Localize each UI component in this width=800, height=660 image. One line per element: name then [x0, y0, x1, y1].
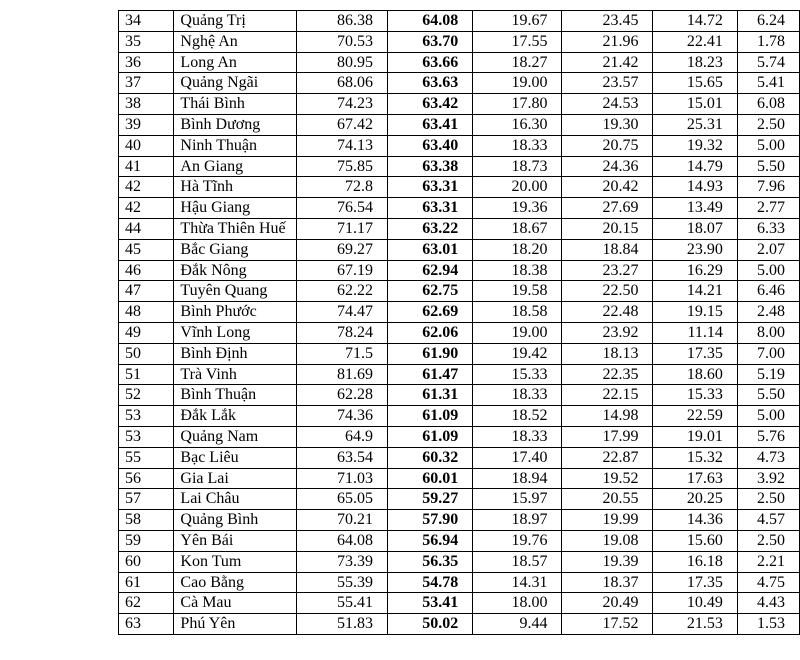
- sub-score-2-cell: 19.30: [562, 114, 653, 135]
- score-cell: 70.21: [296, 510, 387, 531]
- table-body: [119, 11, 800, 635]
- sub-score-2-cell: 19.52: [562, 468, 653, 489]
- sub-score-1-cell: 18.38: [473, 260, 562, 281]
- total-score-cell: 63.31: [387, 177, 472, 198]
- sub-score-3-cell: 15.01: [653, 94, 737, 115]
- province-cell: Yên Bái: [174, 530, 297, 551]
- sub-score-3-cell: 14.93: [653, 177, 737, 198]
- sub-score-4-cell: 1.78: [737, 31, 799, 52]
- sub-score-1-cell: 14.31: [473, 572, 562, 593]
- sub-score-4-cell: 4.73: [737, 447, 799, 468]
- sub-score-2-cell: 23.57: [562, 73, 653, 94]
- table-row: [119, 156, 800, 177]
- sub-score-2-cell: 20.55: [562, 489, 653, 510]
- rank-cell: 40: [119, 135, 174, 156]
- sub-score-3-cell: 17.35: [653, 343, 737, 364]
- province-cell: Thừa Thiên Huế: [174, 218, 297, 239]
- total-score-cell: 61.31: [387, 385, 472, 406]
- total-score-cell: 60.01: [387, 468, 472, 489]
- score-cell: 71.03: [296, 468, 387, 489]
- sub-score-1-cell: 18.58: [473, 302, 562, 323]
- score-cell: 62.22: [296, 281, 387, 302]
- sub-score-3-cell: 18.23: [653, 52, 737, 73]
- sub-score-3-cell: 17.63: [653, 468, 737, 489]
- total-score-cell: 61.09: [387, 426, 472, 447]
- total-score-cell: 63.70: [387, 31, 472, 52]
- sub-score-2-cell: 19.08: [562, 530, 653, 551]
- sub-score-3-cell: 16.29: [653, 260, 737, 281]
- sub-score-3-cell: 19.15: [653, 302, 737, 323]
- table-row: [119, 281, 800, 302]
- province-cell: Trà Vinh: [174, 364, 297, 385]
- table-row: [119, 343, 800, 364]
- sub-score-4-cell: 8.00: [737, 322, 799, 343]
- sub-score-4-cell: 2.07: [737, 239, 799, 260]
- sub-score-3-cell: 11.14: [653, 322, 737, 343]
- score-cell: 73.39: [296, 551, 387, 572]
- table-row: [119, 302, 800, 323]
- total-score-cell: 62.75: [387, 281, 472, 302]
- rank-cell: 53: [119, 406, 174, 427]
- rank-cell: 41: [119, 156, 174, 177]
- score-cell: 51.83: [296, 614, 387, 635]
- sub-score-4-cell: 5.19: [737, 364, 799, 385]
- table-row: [119, 177, 800, 198]
- total-score-cell: 62.06: [387, 322, 472, 343]
- sub-score-4-cell: 7.96: [737, 177, 799, 198]
- score-cell: 62.28: [296, 385, 387, 406]
- province-cell: Bình Định: [174, 343, 297, 364]
- sub-score-2-cell: 20.42: [562, 177, 653, 198]
- sub-score-1-cell: 18.33: [473, 135, 562, 156]
- score-cell: 67.42: [296, 114, 387, 135]
- sub-score-3-cell: 20.25: [653, 489, 737, 510]
- table-row: [119, 385, 800, 406]
- province-cell: Bắc Giang: [174, 239, 297, 260]
- sub-score-2-cell: 18.37: [562, 572, 653, 593]
- sub-score-1-cell: 17.80: [473, 94, 562, 115]
- sub-score-3-cell: 18.60: [653, 364, 737, 385]
- total-score-cell: 53.41: [387, 593, 472, 614]
- score-cell: 74.13: [296, 135, 387, 156]
- sub-score-1-cell: 15.33: [473, 364, 562, 385]
- province-cell: Bình Phước: [174, 302, 297, 323]
- total-score-cell: 63.42: [387, 94, 472, 115]
- total-score-cell: 56.35: [387, 551, 472, 572]
- sub-score-2-cell: 23.45: [562, 11, 653, 32]
- sub-score-1-cell: 9.44: [473, 614, 562, 635]
- sub-score-3-cell: 14.21: [653, 281, 737, 302]
- rank-cell: 34: [119, 11, 174, 32]
- table-row: [119, 52, 800, 73]
- total-score-cell: 64.08: [387, 11, 472, 32]
- rank-cell: 44: [119, 218, 174, 239]
- sub-score-2-cell: 20.15: [562, 218, 653, 239]
- rank-cell: 36: [119, 52, 174, 73]
- rank-cell: 59: [119, 530, 174, 551]
- sub-score-1-cell: 19.42: [473, 343, 562, 364]
- total-score-cell: 63.22: [387, 218, 472, 239]
- table-row: [119, 135, 800, 156]
- table-row: [119, 322, 800, 343]
- sub-score-1-cell: 19.00: [473, 73, 562, 94]
- sub-score-2-cell: 19.39: [562, 551, 653, 572]
- table-row: [119, 530, 800, 551]
- score-cell: 63.54: [296, 447, 387, 468]
- sub-score-3-cell: 19.32: [653, 135, 737, 156]
- score-cell: 80.95: [296, 52, 387, 73]
- province-cell: Thái Bình: [174, 94, 297, 115]
- sub-score-1-cell: 18.00: [473, 593, 562, 614]
- sub-score-4-cell: 5.00: [737, 406, 799, 427]
- sub-score-3-cell: 15.65: [653, 73, 737, 94]
- table-row: [119, 218, 800, 239]
- score-cell: 64.08: [296, 530, 387, 551]
- table-row: [119, 114, 800, 135]
- score-cell: 86.38: [296, 11, 387, 32]
- score-cell: 55.39: [296, 572, 387, 593]
- table-row: [119, 73, 800, 94]
- rank-cell: 55: [119, 447, 174, 468]
- table-row: [119, 572, 800, 593]
- rank-cell: 35: [119, 31, 174, 52]
- sub-score-1-cell: 18.33: [473, 426, 562, 447]
- sub-score-4-cell: 2.48: [737, 302, 799, 323]
- rank-cell: 42: [119, 198, 174, 219]
- rank-cell: 63: [119, 614, 174, 635]
- table-row: [119, 447, 800, 468]
- rank-cell: 48: [119, 302, 174, 323]
- table-row: [119, 239, 800, 260]
- total-score-cell: 63.38: [387, 156, 472, 177]
- sub-score-3-cell: 17.35: [653, 572, 737, 593]
- province-cell: Đắk Nông: [174, 260, 297, 281]
- rank-cell: 45: [119, 239, 174, 260]
- province-cell: Hậu Giang: [174, 198, 297, 219]
- sub-score-2-cell: 22.15: [562, 385, 653, 406]
- table-row: [119, 489, 800, 510]
- score-cell: 74.36: [296, 406, 387, 427]
- total-score-cell: 63.41: [387, 114, 472, 135]
- score-cell: 72.8: [296, 177, 387, 198]
- sub-score-4-cell: 6.33: [737, 218, 799, 239]
- sub-score-2-cell: 24.36: [562, 156, 653, 177]
- score-cell: 67.19: [296, 260, 387, 281]
- sub-score-2-cell: 18.13: [562, 343, 653, 364]
- rank-cell: 46: [119, 260, 174, 281]
- score-cell: 69.27: [296, 239, 387, 260]
- sub-score-3-cell: 13.49: [653, 198, 737, 219]
- province-cell: Bình Thuận: [174, 385, 297, 406]
- table-row: [119, 468, 800, 489]
- sub-score-1-cell: 18.67: [473, 218, 562, 239]
- total-score-cell: 61.09: [387, 406, 472, 427]
- sub-score-4-cell: 4.57: [737, 510, 799, 531]
- sub-score-1-cell: 19.36: [473, 198, 562, 219]
- total-score-cell: 63.63: [387, 73, 472, 94]
- sub-score-4-cell: 3.92: [737, 468, 799, 489]
- province-cell: Bình Dương: [174, 114, 297, 135]
- sub-score-4-cell: 5.41: [737, 73, 799, 94]
- sub-score-3-cell: 23.90: [653, 239, 737, 260]
- sub-score-3-cell: 14.36: [653, 510, 737, 531]
- sub-score-4-cell: 5.00: [737, 135, 799, 156]
- total-score-cell: 59.27: [387, 489, 472, 510]
- table-row: [119, 31, 800, 52]
- rank-cell: 60: [119, 551, 174, 572]
- sub-score-1-cell: 18.33: [473, 385, 562, 406]
- rank-cell: 62: [119, 593, 174, 614]
- rank-cell: 37: [119, 73, 174, 94]
- sub-score-3-cell: 21.53: [653, 614, 737, 635]
- sub-score-3-cell: 14.72: [653, 11, 737, 32]
- table-row: [119, 614, 800, 635]
- sub-score-1-cell: 19.67: [473, 11, 562, 32]
- sub-score-4-cell: 4.43: [737, 593, 799, 614]
- sub-score-4-cell: 4.75: [737, 572, 799, 593]
- total-score-cell: 63.66: [387, 52, 472, 73]
- score-cell: 78.24: [296, 322, 387, 343]
- province-ranking-table: [118, 10, 800, 635]
- rank-cell: 58: [119, 510, 174, 531]
- sub-score-4-cell: 2.50: [737, 489, 799, 510]
- rank-cell: 47: [119, 281, 174, 302]
- total-score-cell: 61.47: [387, 364, 472, 385]
- sub-score-2-cell: 19.99: [562, 510, 653, 531]
- total-score-cell: 50.02: [387, 614, 472, 635]
- table-row: [119, 11, 800, 32]
- sub-score-4-cell: 5.50: [737, 156, 799, 177]
- sub-score-3-cell: 10.49: [653, 593, 737, 614]
- table-row: [119, 510, 800, 531]
- rank-cell: 39: [119, 114, 174, 135]
- sub-score-3-cell: 16.18: [653, 551, 737, 572]
- province-cell: Lai Châu: [174, 489, 297, 510]
- score-cell: 81.69: [296, 364, 387, 385]
- table-row: [119, 426, 800, 447]
- province-cell: Phú Yên: [174, 614, 297, 635]
- total-score-cell: 62.94: [387, 260, 472, 281]
- rank-cell: 52: [119, 385, 174, 406]
- score-cell: 55.41: [296, 593, 387, 614]
- sub-score-2-cell: 24.53: [562, 94, 653, 115]
- province-cell: Quảng Trị: [174, 11, 297, 32]
- province-cell: Quảng Ngãi: [174, 73, 297, 94]
- sub-score-4-cell: 6.24: [737, 11, 799, 32]
- sub-score-1-cell: 18.27: [473, 52, 562, 73]
- total-score-cell: 57.90: [387, 510, 472, 531]
- total-score-cell: 63.01: [387, 239, 472, 260]
- sub-score-2-cell: 17.99: [562, 426, 653, 447]
- rank-cell: 61: [119, 572, 174, 593]
- rank-cell: 57: [119, 489, 174, 510]
- sub-score-1-cell: 17.55: [473, 31, 562, 52]
- province-cell: Tuyên Quang: [174, 281, 297, 302]
- sub-score-4-cell: 7.00: [737, 343, 799, 364]
- sub-score-1-cell: 18.94: [473, 468, 562, 489]
- sub-score-4-cell: 2.50: [737, 530, 799, 551]
- province-cell: Nghệ An: [174, 31, 297, 52]
- score-cell: 74.23: [296, 94, 387, 115]
- sub-score-2-cell: 14.98: [562, 406, 653, 427]
- rank-cell: 38: [119, 94, 174, 115]
- sub-score-4-cell: 1.53: [737, 614, 799, 635]
- sub-score-1-cell: 19.76: [473, 530, 562, 551]
- sub-score-3-cell: 15.32: [653, 447, 737, 468]
- sub-score-3-cell: 14.79: [653, 156, 737, 177]
- province-cell: Quảng Bình: [174, 510, 297, 531]
- total-score-cell: 56.94: [387, 530, 472, 551]
- score-cell: 64.9: [296, 426, 387, 447]
- sub-score-1-cell: 18.52: [473, 406, 562, 427]
- table-row: [119, 198, 800, 219]
- sub-score-1-cell: 17.40: [473, 447, 562, 468]
- total-score-cell: 62.69: [387, 302, 472, 323]
- province-cell: Gia Lai: [174, 468, 297, 489]
- province-cell: An Giang: [174, 156, 297, 177]
- sub-score-2-cell: 23.92: [562, 322, 653, 343]
- province-cell: Vĩnh Long: [174, 322, 297, 343]
- rank-cell: 56: [119, 468, 174, 489]
- sub-score-3-cell: 22.41: [653, 31, 737, 52]
- total-score-cell: 60.32: [387, 447, 472, 468]
- sub-score-4-cell: 6.08: [737, 94, 799, 115]
- score-cell: 68.06: [296, 73, 387, 94]
- sub-score-3-cell: 15.33: [653, 385, 737, 406]
- sub-score-2-cell: 22.35: [562, 364, 653, 385]
- table-row: [119, 551, 800, 572]
- sub-score-1-cell: 18.73: [473, 156, 562, 177]
- sub-score-2-cell: 22.87: [562, 447, 653, 468]
- province-cell: Ninh Thuận: [174, 135, 297, 156]
- sub-score-4-cell: 2.77: [737, 198, 799, 219]
- province-cell: Bạc Liêu: [174, 447, 297, 468]
- score-cell: 74.47: [296, 302, 387, 323]
- sub-score-1-cell: 16.30: [473, 114, 562, 135]
- sub-score-2-cell: 17.52: [562, 614, 653, 635]
- total-score-cell: 61.90: [387, 343, 472, 364]
- score-cell: 76.54: [296, 198, 387, 219]
- sub-score-1-cell: 19.00: [473, 322, 562, 343]
- total-score-cell: 63.40: [387, 135, 472, 156]
- province-cell: Kon Tum: [174, 551, 297, 572]
- sub-score-1-cell: 18.57: [473, 551, 562, 572]
- sub-score-4-cell: 6.46: [737, 281, 799, 302]
- sub-score-1-cell: 19.58: [473, 281, 562, 302]
- score-cell: 71.5: [296, 343, 387, 364]
- table-row: [119, 364, 800, 385]
- sub-score-4-cell: 5.76: [737, 426, 799, 447]
- ranking-table-container: [118, 10, 800, 635]
- sub-score-2-cell: 20.49: [562, 593, 653, 614]
- sub-score-1-cell: 20.00: [473, 177, 562, 198]
- score-cell: 70.53: [296, 31, 387, 52]
- table-row: [119, 406, 800, 427]
- sub-score-2-cell: 20.75: [562, 135, 653, 156]
- rank-cell: 50: [119, 343, 174, 364]
- score-cell: 65.05: [296, 489, 387, 510]
- sub-score-2-cell: 23.27: [562, 260, 653, 281]
- province-cell: Hà Tĩnh: [174, 177, 297, 198]
- sub-score-2-cell: 27.69: [562, 198, 653, 219]
- sub-score-1-cell: 15.97: [473, 489, 562, 510]
- total-score-cell: 63.31: [387, 198, 472, 219]
- province-cell: Long An: [174, 52, 297, 73]
- sub-score-2-cell: 22.50: [562, 281, 653, 302]
- sub-score-1-cell: 18.97: [473, 510, 562, 531]
- score-cell: 75.85: [296, 156, 387, 177]
- rank-cell: 53: [119, 426, 174, 447]
- total-score-cell: 54.78: [387, 572, 472, 593]
- sub-score-3-cell: 22.59: [653, 406, 737, 427]
- sub-score-1-cell: 18.20: [473, 239, 562, 260]
- rank-cell: 51: [119, 364, 174, 385]
- sub-score-2-cell: 21.96: [562, 31, 653, 52]
- province-cell: Đắk Lắk: [174, 406, 297, 427]
- table-row: [119, 260, 800, 281]
- sub-score-2-cell: 22.48: [562, 302, 653, 323]
- province-cell: Cao Bằng: [174, 572, 297, 593]
- table-row: [119, 94, 800, 115]
- sub-score-4-cell: 5.74: [737, 52, 799, 73]
- sub-score-4-cell: 2.50: [737, 114, 799, 135]
- sub-score-3-cell: 15.60: [653, 530, 737, 551]
- sub-score-2-cell: 21.42: [562, 52, 653, 73]
- sub-score-2-cell: 18.84: [562, 239, 653, 260]
- table-row: [119, 593, 800, 614]
- sub-score-3-cell: 18.07: [653, 218, 737, 239]
- rank-cell: 42: [119, 177, 174, 198]
- sub-score-4-cell: 2.21: [737, 551, 799, 572]
- sub-score-3-cell: 19.01: [653, 426, 737, 447]
- province-cell: Quảng Nam: [174, 426, 297, 447]
- sub-score-4-cell: 5.50: [737, 385, 799, 406]
- sub-score-3-cell: 25.31: [653, 114, 737, 135]
- sub-score-4-cell: 5.00: [737, 260, 799, 281]
- province-cell: Cà Mau: [174, 593, 297, 614]
- rank-cell: 49: [119, 322, 174, 343]
- score-cell: 71.17: [296, 218, 387, 239]
